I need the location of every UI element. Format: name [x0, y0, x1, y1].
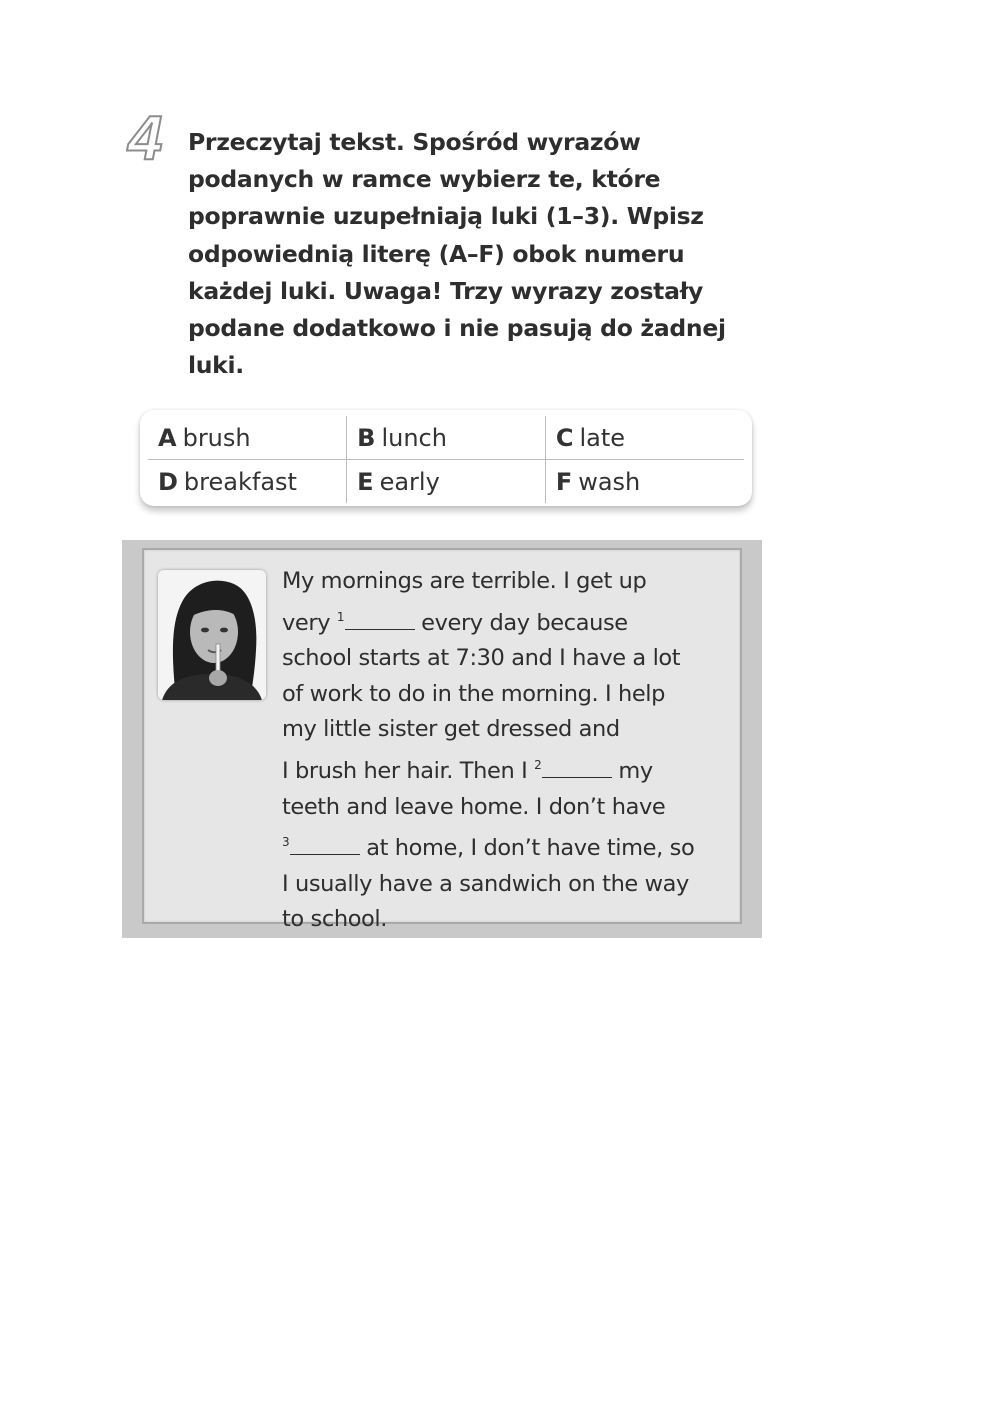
photo-illustration: [158, 570, 266, 700]
exercise-number: 4: [128, 104, 163, 173]
hand-shape: [209, 670, 227, 686]
girl-with-toothbrush-photo: [158, 570, 266, 700]
word-option-a: [148, 416, 347, 460]
word-option-d: [148, 460, 347, 504]
option-word: breakfast: [183, 467, 297, 496]
word-row: [148, 416, 744, 460]
text-fragment: I brush her hair. Then I: [282, 757, 528, 784]
gap-blank-3[interactable]: [290, 836, 360, 855]
option-letter: D: [158, 467, 178, 496]
text-fragment: every day because: [421, 609, 628, 636]
instruction-line: podane dodatkowo i nie pasują do żadnej: [188, 314, 726, 343]
option-letter: E: [357, 467, 374, 496]
left-eye: [201, 628, 209, 633]
word-option-e: [347, 460, 546, 504]
option-word: lunch: [381, 423, 447, 452]
exercise-instruction: [188, 124, 768, 384]
gap-blank-2[interactable]: [542, 759, 612, 778]
text-line: I usually have a sandwich on the way: [282, 870, 689, 897]
option-letter: A: [158, 423, 177, 452]
word-grid: [148, 416, 744, 503]
option-word: late: [579, 423, 625, 452]
text-line: school starts at 7:30 and I have a lot: [282, 645, 681, 672]
option-word: wash: [578, 467, 641, 496]
instruction-line: każdej luki. Uwaga! Trzy wyrazy zostały: [188, 276, 704, 305]
reading-text: [282, 564, 752, 938]
text-fragment: very: [282, 609, 331, 636]
option-word: early: [379, 467, 440, 496]
option-letter: B: [357, 423, 376, 452]
word-box: [140, 410, 752, 506]
text-line: teeth and leave home. I don’t have: [282, 793, 666, 820]
text-fragment: my: [618, 757, 653, 784]
instruction-line: Przeczytaj tekst. Spośród wyrazów: [188, 128, 641, 156]
text-line: to school.: [282, 906, 388, 933]
option-word: brush: [182, 423, 251, 452]
text-line: [282, 748, 752, 790]
instruction-line: poprawnie uzupełniają luki (1–3). Wpisz: [188, 202, 704, 231]
gap-blank-1[interactable]: [345, 611, 415, 630]
text-line: [282, 600, 752, 642]
text-fragment: at home, I don’t have time, so: [366, 835, 695, 862]
gap-number-3: 3: [282, 835, 290, 850]
word-option-f: [545, 460, 744, 504]
text-line: [282, 825, 752, 867]
gap-number-1: 1: [336, 609, 345, 624]
instruction-line: podanych w ramce wybierz te, które: [188, 165, 661, 194]
option-letter: C: [555, 423, 574, 452]
word-option-b: [347, 416, 546, 460]
word-row: [148, 460, 744, 504]
instruction-line: odpowiednią literę (A–F) obok numeru: [188, 239, 685, 268]
word-option-c: [545, 416, 744, 460]
text-line: my little sister get dressed and: [282, 716, 620, 743]
text-line: of work to do in the morning. I help: [282, 680, 666, 707]
right-eye: [220, 628, 228, 633]
option-letter: F: [555, 467, 573, 496]
text-line: My mornings are terrible. I get up: [282, 568, 647, 594]
reading-panel: [122, 540, 762, 938]
instruction-line: luki.: [188, 351, 244, 380]
gap-number-2: 2: [534, 757, 542, 772]
reading-panel-inner: [142, 548, 742, 933]
